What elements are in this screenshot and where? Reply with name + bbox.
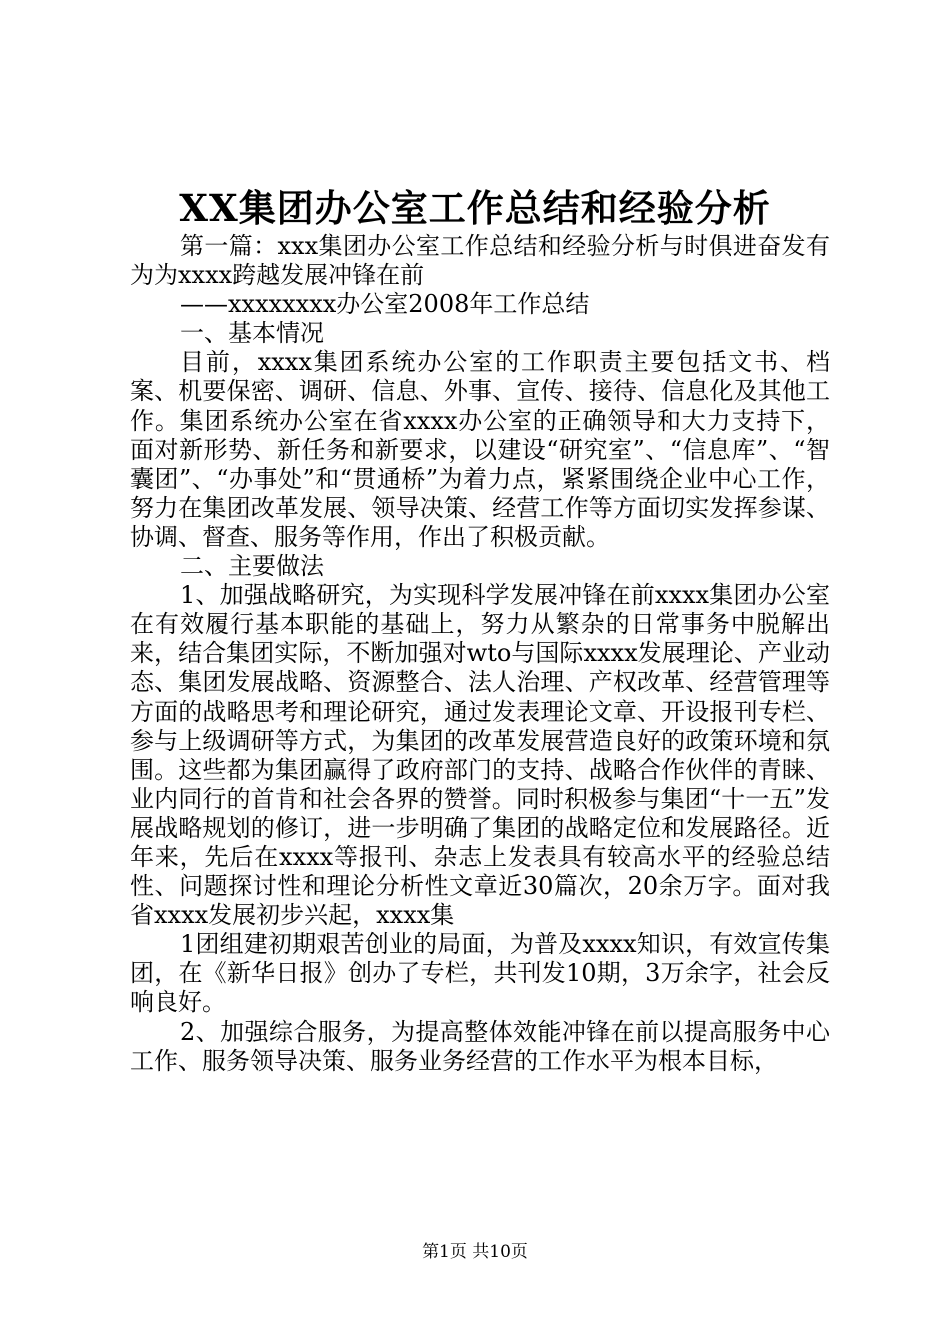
page-number-footer: 第1页 共10页 xyxy=(422,1242,528,1262)
paragraph-strategy-research: 1、加强战略研究，为实现科学发展冲锋在前xxxx集团办公室在有效履行基本职能的基础上，努力从繁杂的日常事务中脱解出来，结合集团实际，不断加强对wto与国际xxxx发展理论、产业动态、集团发展战略、资源整合、法人治理、产权改革、经营管理等方面的战略思考和理论研究，通过发表理论文章、开设报刊专栏、参与上级调研等方式，为集团的改革发展营造良好的政策环境和氛围。这些都为集团赢得了政府部门的支持、战略合作伙伴的青睐、业内同行的首肯和社会各界的赞誉。同时积极参与集团“十一五”发展战略规划的修订，进一步明确了集团的战略定位和发展路径。近年来，先后在xxxx等报刊、杂志上发表具有较高水平的经验总结性、问题探讨性和理论分析性文章近30篇次，20余万字。面对我省xxxx发展初步兴起，xxxx集 xyxy=(130,581,830,930)
section-heading-basic: 一、基本情况 xyxy=(180,319,324,348)
document-body xyxy=(130,232,830,1076)
paragraph-heading-part1: 第一篇：xxx集团办公室工作总结和经验分析与时俱进奋发有为为xxxx跨越发展冲锋在前 xyxy=(130,232,830,290)
section-heading-methods: 二、主要做法 xyxy=(180,552,324,581)
paragraph-subtitle: ——xxxxxxxx办公室2008年工作总结 xyxy=(180,290,590,319)
paragraph-column-note: 1团组建初期艰苦创业的局面，为普及xxxx知识，有效宣传集团，在《新华日报》创办了专栏，共刊发10期，3万余字，社会反响良好。 xyxy=(130,930,830,1017)
paragraph-basic-situation: 目前，xxxx集团系统办公室的工作职责主要包括文书、档案、机要保密、调研、信息、外事、宣传、接待、信息化及其他工作。集团系统办公室在省xxxx办公室的正确领导和大力支持下，面对新形势、新任务和新要求，以建设“研究室”、“信息库”、“智囊团”、“办事处”和“贯通桥”为着力点，紧紧围绕企业中心工作，努力在集团改革发展、领导决策、经营工作等方面切实发挥参谋、协调、督查、服务等作用，作出了积极贡献。 xyxy=(130,348,830,551)
paragraph-comprehensive-service: 2、加强综合服务，为提高整体效能冲锋在前以提高服务中心工作、服务领导决策、服务业务经营的工作水平为根本目标， xyxy=(130,1017,830,1075)
document-title: XX集团办公室工作总结和经验分析 xyxy=(179,186,771,230)
